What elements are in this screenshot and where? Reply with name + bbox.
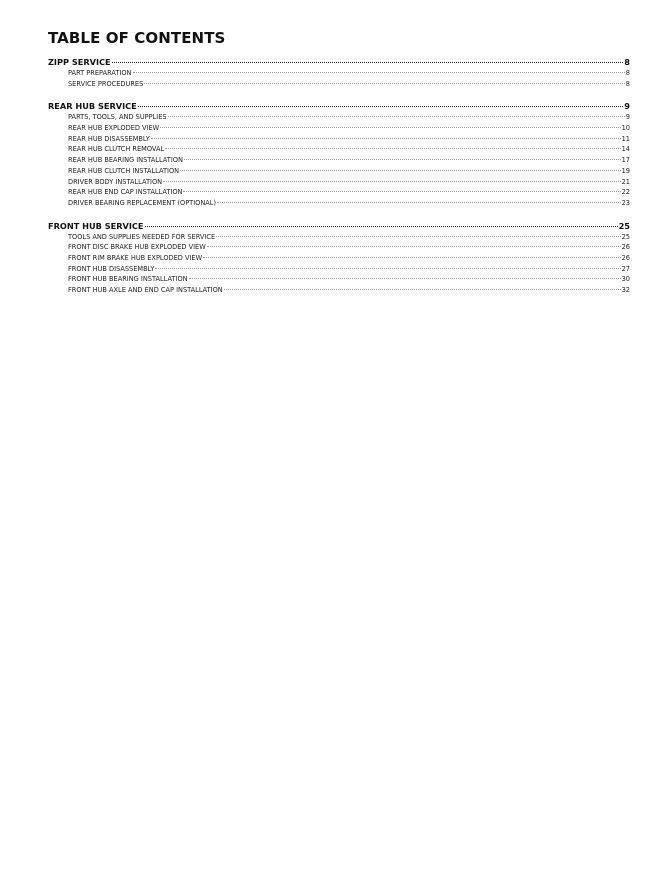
toc-entry[interactable]: [48, 68, 630, 79]
toc-entry[interactable]: [48, 134, 630, 145]
toc-entry-label: REAR HUB EXPLODED VIEW: [68, 124, 160, 133]
toc-entry-label: REAR HUB CLUTCH INSTALLATION: [68, 166, 180, 175]
toc-section-heading[interactable]: [48, 56, 630, 68]
toc-section-rear-hub-service: [48, 100, 630, 208]
toc-entry[interactable]: [48, 264, 630, 275]
toc-page-number: 19: [621, 166, 630, 175]
toc-page-number: 26: [621, 253, 630, 262]
dot-leader: [184, 159, 621, 160]
toc-section-front-hub-service: [48, 220, 630, 296]
toc-entry-label: SERVICE PROCEDURES: [68, 79, 144, 88]
toc-entry-label: FRONT HUB BEARING INSTALLATION: [68, 275, 188, 284]
toc-entry[interactable]: [48, 177, 630, 188]
dot-leader: [144, 83, 625, 84]
dot-leader: [168, 116, 625, 117]
dot-leader: [216, 236, 620, 237]
toc-page-number: 8: [624, 57, 630, 67]
toc-title: TABLE OF CONTENTS: [48, 29, 226, 47]
dot-leader: [160, 127, 620, 128]
toc-page-number: 22: [621, 188, 630, 197]
toc-page-number: 23: [621, 198, 630, 207]
toc-page-number: 25: [621, 232, 630, 241]
toc-page-number: 27: [621, 264, 630, 273]
toc-entry-label: FRONT RIM BRAKE HUB EXPLODED VIEW: [68, 253, 203, 262]
toc-page-number: 9: [624, 101, 630, 112]
toc-entry-label: REAR HUB END CAP INSTALLATION: [68, 188, 183, 197]
toc-entry[interactable]: [48, 144, 630, 155]
toc-page-number: 26: [621, 243, 630, 252]
toc-entry-label: PARTS, TOOLS, AND SUPPLIES: [68, 113, 167, 122]
toc-entry-label: FRONT HUB AXLE AND END CAP INSTALLATION: [68, 286, 223, 294]
toc-entry-label: DRIVER BODY INSTALLATION: [68, 177, 163, 186]
toc-entry[interactable]: [48, 79, 630, 90]
toc-entry-label: REAR HUB BEARING INSTALLATION: [68, 156, 183, 165]
toc-section-label: ZIPP SERVICE: [48, 57, 111, 67]
toc-section-zipp-service: [48, 56, 630, 89]
dot-leader: [180, 170, 621, 171]
toc-entry-label: TOOLS AND SUPPLIES NEEDED FOR SERVICE: [68, 232, 216, 241]
dot-leader: [165, 148, 620, 149]
toc-entry[interactable]: [48, 253, 630, 264]
toc-entry[interactable]: [48, 112, 630, 123]
dot-leader: [163, 181, 621, 182]
toc-entry[interactable]: [48, 198, 630, 209]
toc-entry[interactable]: [48, 242, 630, 253]
toc-page-number: 11: [621, 134, 630, 143]
toc-page-number: 32: [621, 286, 630, 294]
toc-entry-label: FRONT HUB DISASSEMBLY: [68, 264, 155, 273]
toc-page: [48, 28, 630, 307]
toc-entry[interactable]: [48, 232, 630, 243]
dot-leader: [203, 257, 620, 258]
toc-entry-label: FRONT DISC BRAKE HUB EXPLODED VIEW: [68, 243, 206, 252]
toc-entry[interactable]: [48, 187, 630, 198]
toc-section-label: REAR HUB SERVICE: [48, 101, 137, 112]
toc-page-number: 17: [621, 156, 630, 165]
toc-entry-label: REAR HUB DISASSEMBLY: [68, 134, 150, 143]
toc-page-number: 30: [621, 275, 630, 284]
dot-leader: [207, 246, 621, 247]
toc-entry-label: PART PREPARATION: [68, 69, 132, 77]
dot-leader: [138, 106, 624, 107]
dot-leader: [189, 278, 621, 279]
dot-leader: [112, 62, 624, 63]
toc-section-heading[interactable]: [48, 220, 630, 232]
toc-entry[interactable]: [48, 123, 630, 134]
toc-page-number: 21: [621, 177, 630, 186]
toc-entry-label: REAR HUB CLUTCH REMOVAL: [68, 145, 165, 154]
toc-page-number: 25: [618, 220, 630, 231]
toc-entry[interactable]: [48, 285, 630, 296]
dot-leader: [155, 268, 620, 269]
dot-leader: [183, 191, 620, 192]
toc-section-heading[interactable]: [48, 100, 630, 112]
toc-entry-label: DRIVER BEARING REPLACEMENT (OPTIONAL): [68, 198, 217, 207]
toc-page-number: 8: [625, 69, 630, 77]
toc-page-number: 10: [621, 124, 630, 133]
toc-entry[interactable]: [48, 155, 630, 166]
dot-leader: [133, 72, 625, 73]
toc-entry[interactable]: [48, 274, 630, 285]
toc-page-number: 14: [621, 145, 630, 154]
dot-leader: [145, 226, 618, 227]
toc-entry[interactable]: [48, 166, 630, 177]
toc-page-number: 8: [625, 79, 630, 88]
dot-leader: [151, 138, 621, 139]
dot-leader: [224, 289, 621, 290]
dot-leader: [217, 202, 621, 203]
toc-page-number: 9: [625, 113, 630, 122]
toc-section-label: FRONT HUB SERVICE: [48, 220, 144, 231]
